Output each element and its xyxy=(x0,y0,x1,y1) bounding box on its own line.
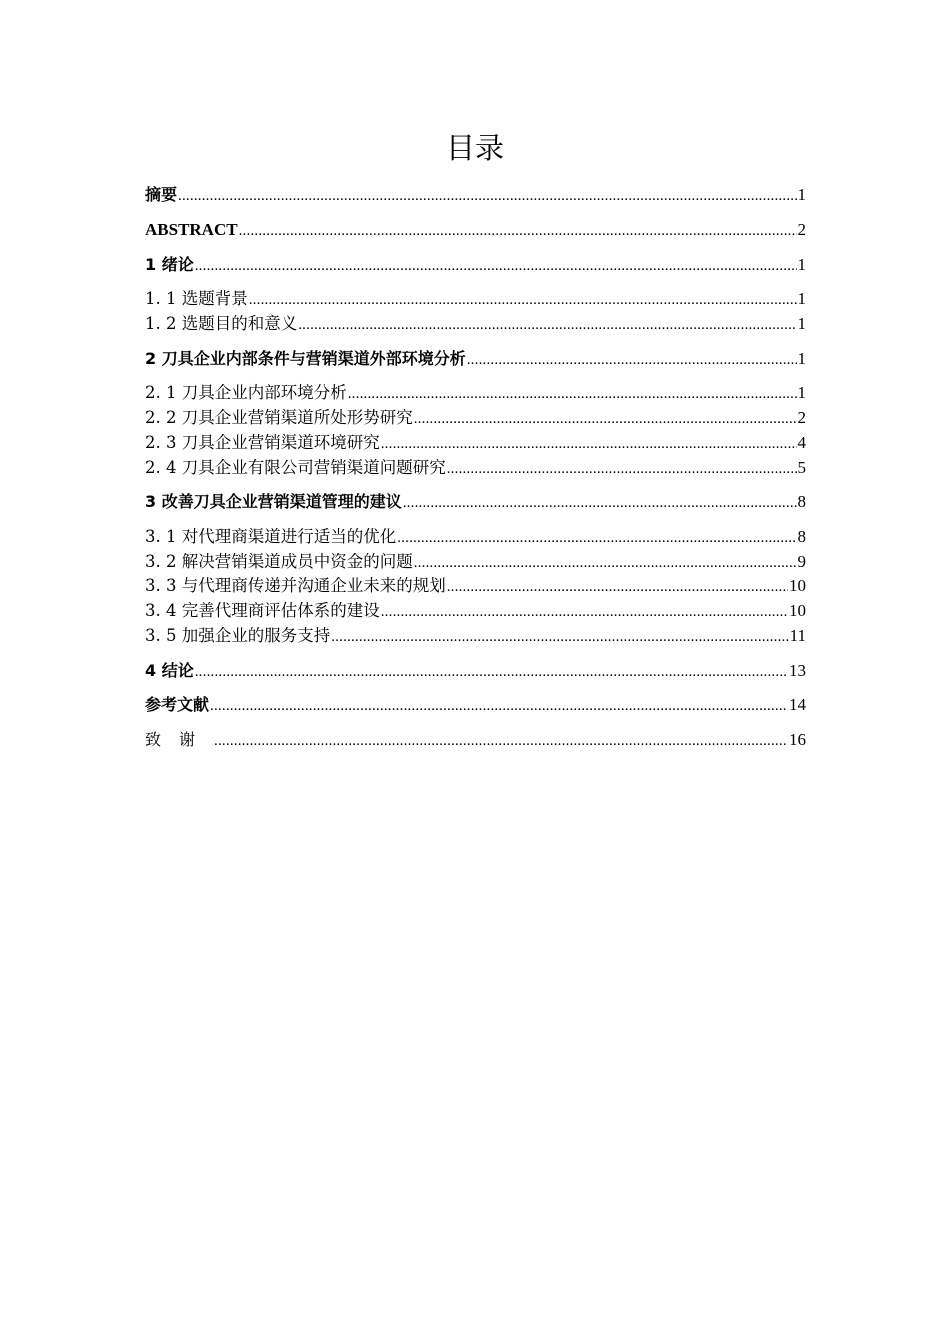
toc-entry-section-3-2[interactable] xyxy=(145,551,806,574)
toc-entry-label: 参考文献 xyxy=(145,695,210,714)
toc-entry-page: 1 xyxy=(797,314,806,333)
toc-entry-references[interactable] xyxy=(145,694,806,717)
toc-entry-page: 8 xyxy=(797,492,806,511)
toc-entry-section-2-3[interactable] xyxy=(145,432,806,455)
dot-leader xyxy=(214,730,788,752)
dot-leader xyxy=(195,255,797,277)
toc-entry-label: 摘要 xyxy=(145,185,178,204)
toc-entry-page: 11 xyxy=(789,626,806,645)
dot-leader xyxy=(331,626,788,648)
toc-entry-page: 2 xyxy=(797,408,806,427)
dot-leader xyxy=(447,458,797,480)
toc-entry-label: 3. 5 加强企业的服务支持 xyxy=(145,626,331,645)
toc-entry-page: 5 xyxy=(797,458,806,477)
toc-entry-section-3-5[interactable] xyxy=(145,625,806,648)
dot-leader xyxy=(239,220,797,242)
toc-entry-page: 1 xyxy=(797,349,806,368)
toc-entry-page: 1 xyxy=(797,289,806,308)
toc-entry-acknowledgements[interactable] xyxy=(145,729,806,752)
toc-entry-label: 2. 3 刀具企业营销渠道环境研究 xyxy=(145,433,380,452)
toc-entry-page: 13 xyxy=(789,661,806,680)
toc-entry-label: 1. 1 选题背景 xyxy=(145,289,248,308)
toc-entry-page: 9 xyxy=(797,552,806,571)
toc-entry-label: 2. 2 刀具企业营销渠道所处形势研究 xyxy=(145,408,413,427)
toc-entry-page: 1 xyxy=(797,255,806,274)
dot-leader xyxy=(397,527,796,549)
toc-entry-page: 10 xyxy=(789,601,806,620)
toc-entry-page: 16 xyxy=(789,730,806,749)
toc-entry-label: 3. 1 对代理商渠道进行适当的优化 xyxy=(145,527,397,546)
toc-entry-label: 3 改善刀具企业营销渠道管理的建议 xyxy=(145,492,402,511)
toc-entry-page: 1 xyxy=(797,185,806,204)
toc-entry-label: 2. 4 刀具企业有限公司营销渠道问题研究 xyxy=(145,458,446,477)
toc-entry-page: 1 xyxy=(797,383,806,402)
toc-entry-section-3-1[interactable] xyxy=(145,526,806,549)
toc-entry-label: 2 刀具企业内部条件与营销渠道外部环境分析 xyxy=(145,349,466,368)
toc-entry-label: 3. 4 完善代理商评估体系的建设 xyxy=(145,601,380,620)
toc-entry-label: 致谢 xyxy=(145,730,214,749)
toc-entry-section-3-4[interactable] xyxy=(145,600,806,623)
toc-entry-page: 2 xyxy=(797,220,806,239)
toc-entry-chapter-4[interactable] xyxy=(145,660,806,683)
dot-leader xyxy=(467,349,797,371)
toc-entry-page: 8 xyxy=(797,527,806,546)
dot-leader xyxy=(403,492,797,514)
dot-leader xyxy=(195,661,788,683)
toc-entry-section-2-4[interactable] xyxy=(145,457,806,480)
dot-leader xyxy=(348,383,797,405)
toc-entry-label: 3. 2 解决营销渠道成员中资金的问题 xyxy=(145,552,413,571)
toc-entry-abstract-cn[interactable] xyxy=(145,184,806,207)
dot-leader xyxy=(178,185,796,207)
dot-leader xyxy=(210,695,788,717)
toc-entry-section-2-2[interactable] xyxy=(145,407,806,430)
dot-leader xyxy=(381,433,797,455)
toc-entry-section-2-1[interactable] xyxy=(145,382,806,405)
toc-entry-chapter-3[interactable] xyxy=(145,491,806,514)
dot-leader xyxy=(414,552,797,574)
toc-entry-page: 10 xyxy=(789,576,806,595)
toc-entry-label: 1. 2 选题目的和意义 xyxy=(145,314,298,333)
dot-leader xyxy=(298,314,796,336)
toc-entry-section-1-1[interactable] xyxy=(145,288,806,311)
toc-entry-page: 4 xyxy=(797,433,806,452)
toc-entry-label: 3. 3 与代理商传递并沟通企业未来的规划 xyxy=(145,576,446,595)
toc-entry-label: ABSTRACT xyxy=(145,220,238,239)
dot-leader xyxy=(249,289,797,311)
dot-leader xyxy=(414,408,797,430)
toc-entry-label: 4 结论 xyxy=(145,661,194,680)
toc-entry-page: 14 xyxy=(789,695,806,714)
toc-entry-chapter-2[interactable] xyxy=(145,348,806,371)
toc-title: 目录 xyxy=(445,131,504,165)
toc-entry-abstract-en[interactable] xyxy=(145,219,806,242)
toc-entry-section-3-3[interactable] xyxy=(145,575,806,598)
toc-entry-label: 1 绪论 xyxy=(145,255,194,274)
toc-entry-label: 2. 1 刀具企业内部环境分析 xyxy=(145,383,347,402)
toc-entry-chapter-1[interactable] xyxy=(145,254,806,277)
toc-entry-section-1-2[interactable] xyxy=(145,313,806,336)
dot-leader xyxy=(381,601,788,623)
dot-leader xyxy=(447,576,788,598)
